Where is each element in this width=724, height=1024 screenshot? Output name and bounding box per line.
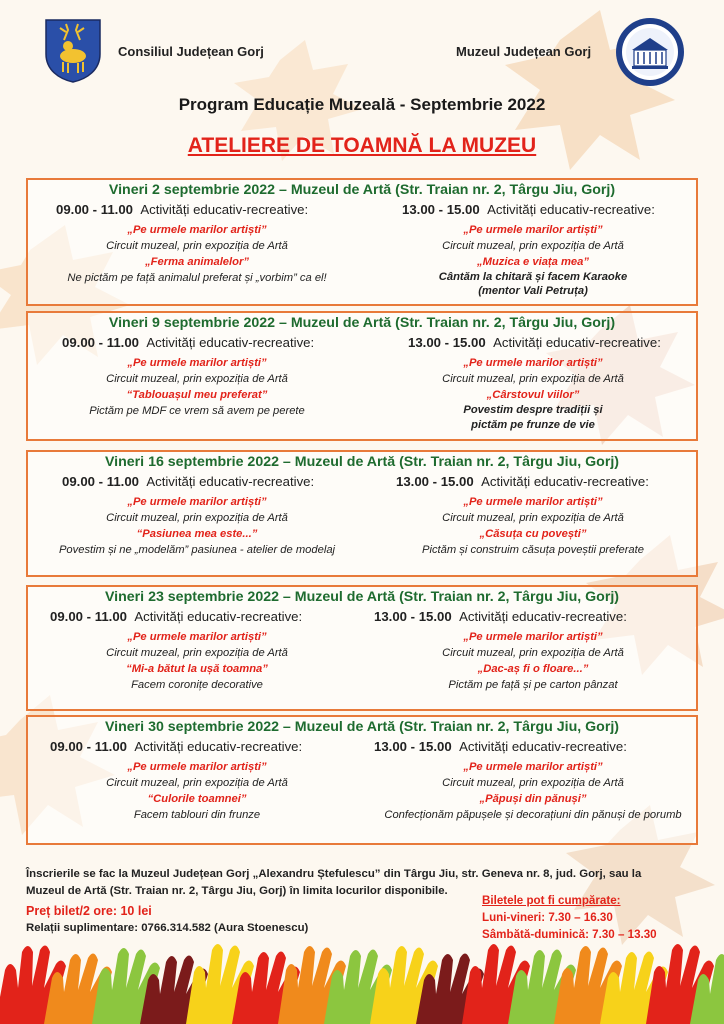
session-time-line	[32, 335, 362, 350]
main-title: ATELIERE DE TOAMNĂ LA MUZEU	[187, 134, 537, 157]
activity-title: “Tablouașul meu preferat”	[126, 389, 268, 401]
session-time: 13.00 - 15.00	[408, 335, 486, 350]
activity-description: Circuit muzeal, prin expoziția de Artă	[106, 373, 288, 385]
day-box	[26, 715, 698, 845]
registration-line: Înscrierile se fac la Muzeul Județean Gorj „Alexandru Ștefulescu” din Târgu Jiu, str. Geneva nr. 8, jud. Gorj, sau la	[26, 868, 642, 880]
session-time-line	[368, 609, 698, 624]
afternoon-session	[368, 335, 698, 433]
afternoon-session	[368, 202, 698, 298]
morning-session	[32, 739, 362, 823]
footer-info	[26, 866, 706, 941]
activity-description: Cântăm la chitară și facem Karaoke	[438, 271, 628, 283]
activity-description: Facem tablouri din frunze	[133, 809, 261, 821]
activity-description: Circuit muzeal, prin expoziția de Artă	[442, 647, 624, 659]
ticket-hours-weekend: Sâmbătă-duminică: 7.30 – 13.30	[482, 928, 657, 941]
activity-description: Pictăm pe față și pe carton pânzat	[448, 679, 618, 691]
activity-title: „Pe urmele marilor artiști”	[127, 631, 267, 643]
day-box	[26, 178, 698, 306]
session-time: 09.00 - 11.00	[62, 474, 139, 489]
afternoon-session	[368, 474, 698, 558]
session-time-line	[368, 202, 698, 217]
activity-description: Circuit muzeal, prin expoziția de Artă	[106, 512, 288, 524]
colorful-hands-decoration	[0, 930, 724, 1024]
day-box	[26, 450, 698, 577]
session-time-line	[368, 474, 698, 489]
activity-title: “Pasiunea mea este...”	[136, 528, 258, 540]
session-activity: Activități educativ-recreative:	[134, 609, 303, 624]
ticket-hours-weekdays: Luni-vineri: 7.30 – 16.30	[482, 911, 613, 924]
activity-title: „Căsuța cu povești”	[479, 528, 587, 540]
afternoon-session	[368, 609, 698, 693]
museum-seal-icon	[614, 16, 686, 88]
session-time-line	[368, 335, 698, 350]
day-title: Vineri 23 septembrie 2022 – Muzeul de Artă (Str. Traian nr. 2, Târgu Jiu, Gorj)	[104, 589, 620, 605]
activity-title: „Pe urmele marilor artiști”	[127, 496, 267, 508]
activity-description: Pictăm pe MDF ce vrem să avem pe perete	[89, 405, 305, 417]
activity-title: „Pe urmele marilor artiști”	[127, 761, 267, 773]
morning-session	[32, 335, 362, 419]
activity-title: „Muzica e viața mea”	[477, 256, 589, 268]
session-activity: Activități educativ-recreative:	[493, 335, 661, 350]
activity-title: „Pe urmele marilor artiști”	[463, 224, 603, 236]
activity-title: „Ferma animalelor”	[145, 256, 249, 268]
activity-title: „Pe urmele marilor artiști”	[463, 496, 603, 508]
session-time: 09.00 - 11.00	[62, 335, 139, 350]
county-council-name: Consiliul Județean Gorj	[118, 44, 264, 59]
session-time-line	[32, 609, 362, 624]
activity-description: Circuit muzeal, prin expoziția de Artă	[442, 777, 624, 789]
activity-description: Povestim despre tradiții și	[463, 404, 603, 416]
day-title: Vineri 2 septembrie 2022 – Muzeul de Artă (Str. Traian nr. 2, Târgu Jiu, Gorj)	[108, 182, 616, 198]
activity-description: Povestim și ne „modelăm” pasiunea - atelier de modelaj	[58, 544, 336, 556]
activity-title: „Pe urmele marilor artiști”	[127, 224, 267, 236]
morning-session	[32, 474, 362, 558]
session-time: 13.00 - 15.00	[374, 609, 452, 624]
ticket-price: Preț bilet/2 ore: 10 lei	[26, 904, 152, 918]
activity-title: „Păpuși din pănuși”	[479, 793, 587, 805]
session-activity: Activități educativ-recreative:	[487, 202, 655, 217]
session-time: 13.00 - 15.00	[402, 202, 480, 217]
activity-description: Circuit muzeal, prin expoziția de Artă	[106, 777, 288, 789]
program-title: Program Educație Muzeală - Septembrie 2022	[178, 95, 546, 114]
session-activity: Activități educativ-recreative:	[134, 739, 303, 754]
activity-description: (mentor Vali Petruța)	[478, 285, 588, 297]
activity-title: „Pe urmele marilor artiști”	[463, 357, 603, 369]
session-time-line	[32, 474, 362, 489]
activity-title: „Cârstovul viilor”	[486, 389, 580, 401]
day-box	[26, 585, 698, 711]
activity-description: Confecționăm păpușele și decorațiuni din pănuși de porumb	[384, 809, 682, 821]
activity-description: pictăm pe frunze de vie	[471, 419, 595, 431]
ticket-hours-title: Biletele pot fi cumpărate:	[482, 894, 621, 907]
contact-info: Relații suplimentare: 0766.314.582 (Aura Stoenescu)	[26, 922, 309, 934]
session-time-line	[368, 739, 698, 754]
session-time: 09.00 - 11.00	[50, 739, 127, 754]
session-activity: Activități educativ-recreative:	[459, 739, 627, 754]
day-box	[26, 311, 698, 441]
activity-description: Facem coronițe decorative	[131, 679, 263, 691]
activity-description: Circuit muzeal, prin expoziția de Artă	[106, 647, 288, 659]
gorj-coat-of-arms-icon	[44, 18, 102, 84]
registration-line: Muzeul de Artă (Str. Traian nr. 2, Târgu Jiu, Gorj) în limita locurilor disponibile.	[26, 885, 448, 897]
day-title: Vineri 30 septembrie 2022 – Muzeul de Artă (Str. Traian nr. 2, Târgu Jiu, Gorj)	[104, 719, 620, 735]
activity-description: Circuit muzeal, prin expoziția de Artă	[442, 240, 624, 252]
day-title: Vineri 9 septembrie 2022 – Muzeul de Artă (Str. Traian nr. 2, Târgu Jiu, Gorj)	[108, 315, 616, 331]
activity-description: Circuit muzeal, prin expoziția de Artă	[442, 373, 624, 385]
activity-title: “Culorile toamnei”	[147, 793, 247, 805]
session-time: 09.00 - 11.00	[50, 609, 127, 624]
session-time: 13.00 - 15.00	[374, 739, 452, 754]
session-activity: Activități educativ-recreative:	[459, 609, 627, 624]
activity-title: „Pe urmele marilor artiști”	[463, 761, 603, 773]
morning-session	[32, 609, 362, 693]
session-activity: Activități educativ-recreative:	[140, 202, 309, 217]
activity-title: „Dac-aș fi o floare...”	[477, 663, 589, 675]
session-time: 09.00 - 11.00	[56, 202, 133, 217]
morning-session	[32, 202, 362, 286]
activity-description: Circuit muzeal, prin expoziția de Artă	[106, 240, 288, 252]
session-time: 13.00 - 15.00	[396, 474, 474, 489]
activity-description: Ne pictăm pe față animalul preferat și „vorbim” ca el!	[67, 272, 327, 284]
museum-name: Muzeul Județean Gorj	[456, 44, 592, 59]
activity-title: „Pe urmele marilor artiști”	[127, 357, 267, 369]
activity-title: “Mi-a bătut la ușă toamna”	[126, 663, 268, 675]
header	[0, 16, 724, 86]
activity-description: Circuit muzeal, prin expoziția de Artă	[442, 512, 624, 524]
afternoon-session	[368, 739, 698, 823]
activity-description: Pictăm și construim căsuța poveștii preferate	[422, 544, 644, 556]
session-activity: Activități educativ-recreative:	[481, 474, 649, 489]
session-time-line	[32, 739, 362, 754]
session-activity: Activități educativ-recreative:	[146, 474, 315, 489]
activity-title: „Pe urmele marilor artiști”	[463, 631, 603, 643]
day-title: Vineri 16 septembrie 2022 – Muzeul de Artă (Str. Traian nr. 2, Târgu Jiu, Gorj)	[104, 454, 620, 470]
session-activity: Activități educativ-recreative:	[146, 335, 315, 350]
session-time-line	[32, 202, 362, 217]
